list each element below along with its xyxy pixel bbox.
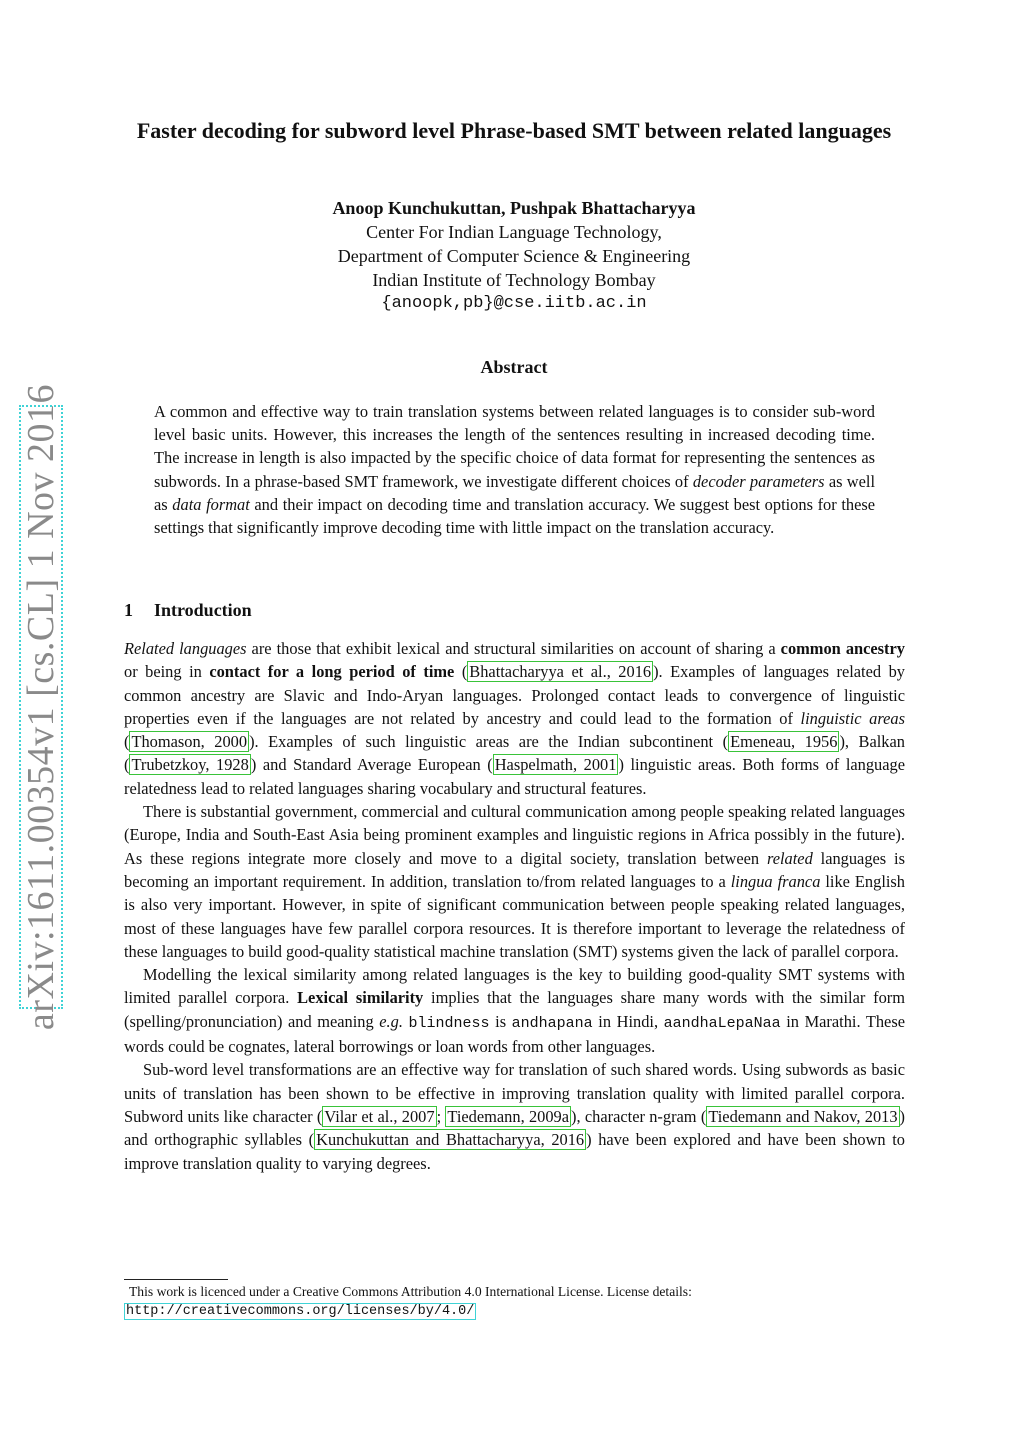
affiliation-line-2: Department of Computer Science & Engineering: [337, 246, 691, 266]
footnote: [124, 1283, 905, 1321]
affiliation-line-3: Indian Institute of Technology Bombay: [372, 270, 656, 290]
section-heading: [124, 600, 252, 621]
text-span: like English is also very important. However, in spite of significant communication between people speaking related languages, most of these languages have few parallel corpora resources. It is therefore important to leverage the relatedness of these languages to build good-quality statistical machine translation (SMT) systems given the lack of parallel corpora.: [124, 871, 905, 961]
text-span: in Hindi,: [592, 1011, 664, 1031]
example-word: blindness: [408, 1014, 490, 1032]
text-span: are those that exhibit lexical and structural similarities on account of sharing a: [246, 639, 781, 658]
affiliation-line-1: Center For Indian Language Technology,: [366, 222, 662, 242]
abstract-text: [154, 400, 875, 539]
emphasis: lingua franca: [730, 871, 821, 891]
arxiv-side-stamp[interactable]: [19, 383, 63, 1031]
abstract-emphasis: data format: [172, 494, 250, 514]
text-span: languages is becoming an important requirement. In addition, translation to/from related languages to a: [124, 848, 905, 891]
citation-link[interactable]: Haspelmath, 2001: [494, 755, 617, 775]
abstract-span: as well as: [154, 471, 875, 514]
text-span: ). Examples of languages related by common ancestry are Slavic and Indo-Aryan languages. Prolonged contact leads to convergence of linguistic properties even if the languages are not related by ancestry and could lead to the formation of: [124, 662, 905, 728]
paragraph-3: [124, 963, 905, 1058]
author-block: [124, 196, 904, 316]
text-span: Sub-word level transformations are an effective way for translation of such shared words. Using subwords as basic units of translation has been shown to be effective in improving translation quality with limited parallel corpora. Subword units like character (: [124, 1060, 905, 1126]
text-span: is: [489, 1011, 512, 1031]
abstract-emphasis: decoder parameters: [692, 471, 825, 491]
paper-title: Faster decoding for subword level Phrase-based SMT between related languages: [136, 118, 892, 143]
section-title: Introduction: [154, 600, 252, 620]
text-span: ) and Standard Average European (: [250, 755, 493, 775]
example-word: aandhaLepaNaa: [663, 1014, 781, 1032]
text-span: or being in: [124, 662, 210, 682]
abstract-heading: Abstract: [480, 357, 548, 377]
citation-link[interactable]: Thomason, 2000: [131, 732, 248, 752]
abstract-span: and their impact on decoding time and translation accuracy. We suggest best options for these settings that significantly improve decoding time with little impact on the translation accuracy.: [154, 494, 875, 538]
text-span: There is substantial government, commercial and cultural communication among people speaking related languages (Europe, India and South-East Asia being prominent examples and linguistic regions in Africa possibly in the future). As these regions integrate more closely and move to a digital society, translation between: [124, 802, 905, 868]
author-email: {anoopk,pb}@cse.iitb.ac.in: [381, 294, 647, 313]
emphasis: e.g.: [379, 1011, 403, 1031]
text-span: (: [124, 732, 130, 752]
citation-link[interactable]: Tiedemann and Nakov, 2013: [708, 1106, 898, 1126]
author-names: Anoop Kunchukuttan, Pushpak Bhattacharyya: [332, 198, 696, 218]
citation-link[interactable]: Kunchukuttan and Bhattacharyya, 2016: [316, 1130, 585, 1150]
bold-term: Lexical similarity: [297, 988, 424, 1008]
text-span: ) linguistic areas. Both forms of language relatedness lead to related languages sharing vocabulary and structural features.: [124, 755, 905, 798]
example-word: andhapana: [511, 1014, 593, 1032]
paragraph-4: [124, 1058, 905, 1174]
citation-link[interactable]: Emeneau, 1956: [730, 732, 838, 752]
text-span: ), Balkan (: [124, 732, 905, 775]
text-span: ) have been explored and have been shown to improve translation quality to varying degrees.: [124, 1130, 905, 1173]
text-span: implies that the languages share many words with the similar form (spelling/pronunciation) and meaning: [124, 988, 905, 1031]
abstract-span: A common and effective way to train translation systems between related languages is to consider sub-word level basic units. However, this increases the length of the sentences resulting in increased decoding time. The increase in length is also impacted by the specific choice of data format for representing the sentences as subwords. In a phrase-based SMT framework, we investigate different choices of: [154, 402, 875, 491]
paragraph-2: [124, 800, 905, 963]
emphasis: Related languages: [124, 639, 247, 658]
citation-link[interactable]: Bhattacharyya et al., 2016: [469, 662, 652, 682]
footnote-rule: [124, 1279, 228, 1280]
text-span: ), character n-gram (: [571, 1106, 707, 1126]
bold-term: common ancestry: [780, 639, 905, 658]
emphasis: linguistic areas: [800, 708, 905, 728]
section-number: 1: [124, 600, 133, 620]
emphasis: related: [766, 848, 813, 868]
text-span: Modelling the lexical similarity among related languages is the key to building good-quality SMT systems with limited parallel corpora.: [124, 965, 905, 1008]
footnote-text: This work is licenced under a Creative Commons Attribution 4.0 International License. License details:: [129, 1284, 692, 1299]
arxiv-identifier: arXiv:1611.00354v1 [cs.CL] 1 Nov 2016: [20, 383, 62, 1031]
text-span: (: [454, 662, 468, 682]
bold-term: contact for a long period of time: [209, 662, 455, 682]
introduction-body: [124, 637, 905, 1175]
license-url-link[interactable]: http://creativecommons.org/licenses/by/4.0/: [126, 1304, 475, 1319]
paragraph-1: [124, 637, 905, 800]
text-span: ;: [436, 1106, 446, 1126]
citation-link[interactable]: Tiedemann, 2009a: [447, 1106, 570, 1126]
citation-link[interactable]: Vilar et al., 2007: [324, 1106, 435, 1126]
text-span: ). Examples of such linguistic areas are the Indian subcontinent (: [249, 732, 729, 752]
citation-link[interactable]: Trubetzkoy, 1928: [131, 755, 249, 775]
text-span: in Marathi. These words could be cognates, lateral borrowings or loan words from other languages.: [124, 1011, 905, 1057]
text-span: ) and orthographic syllables (: [124, 1106, 905, 1150]
